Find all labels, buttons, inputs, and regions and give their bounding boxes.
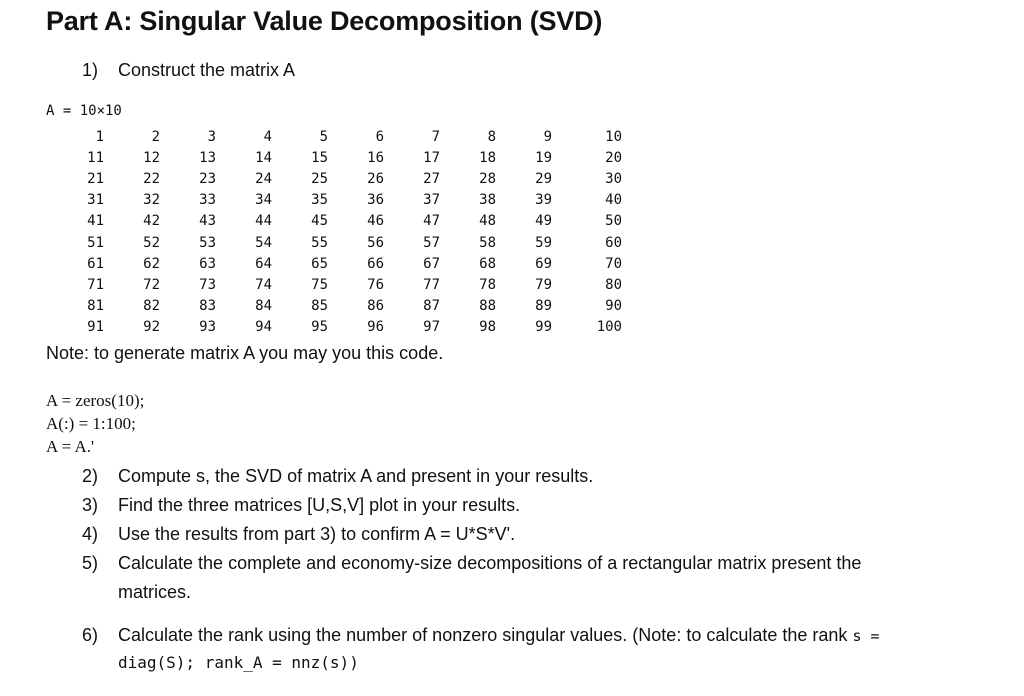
matrix-cell: 47 xyxy=(423,213,440,230)
matrix-cell: 5 xyxy=(319,128,328,145)
step-2-number: 2) xyxy=(82,466,99,486)
matrix-cell: 92 xyxy=(143,319,160,336)
matrix-cell: 12 xyxy=(143,149,160,166)
matrix-row xyxy=(72,126,624,147)
matrix-cell: 27 xyxy=(423,170,440,187)
matrix-row xyxy=(72,317,624,338)
matrix-cell: 49 xyxy=(535,213,552,230)
matrix-cell: 74 xyxy=(255,276,272,293)
matrix-cell: 83 xyxy=(199,298,216,315)
step-6-code-continued: diag(S); rank_A = nnz(s)) xyxy=(118,653,359,672)
matrix-cell: 14 xyxy=(255,149,272,166)
matrix-cell: 6 xyxy=(375,128,384,145)
matrix-cell: 63 xyxy=(199,255,216,272)
step-5-number: 5) xyxy=(82,553,99,573)
matrix-cell: 96 xyxy=(367,319,384,336)
matrix-cell: 76 xyxy=(367,276,384,293)
matrix-cell: 60 xyxy=(605,234,622,251)
matrix-cell: 52 xyxy=(143,234,160,251)
matrix-row xyxy=(72,168,624,189)
matrix-cell: 33 xyxy=(199,192,216,209)
step-5-text: Calculate the complete and economy-size decompositions of a rectangular matrix present the xyxy=(118,553,862,573)
matrix-cell: 56 xyxy=(367,234,384,251)
matrix-cell: 18 xyxy=(479,149,496,166)
matrix-cell: 40 xyxy=(605,192,622,209)
matrix-cell: 9 xyxy=(543,128,552,145)
matrix-cell: 25 xyxy=(311,170,328,187)
matrix-cell: 23 xyxy=(199,170,216,187)
matrix-cell: 57 xyxy=(423,234,440,251)
matrix-cell: 98 xyxy=(479,319,496,336)
matrix-cell: 100 xyxy=(596,319,622,336)
code-line-1: A = zeros(10); xyxy=(46,391,145,410)
matrix-cell: 80 xyxy=(605,276,622,293)
matrix-cell: 61 xyxy=(87,255,104,272)
matrix-cell: 77 xyxy=(423,276,440,293)
matrix-cell: 43 xyxy=(199,213,216,230)
matrix-row xyxy=(72,232,624,253)
step-3-number: 3) xyxy=(82,495,99,515)
matrix-cell: 35 xyxy=(311,192,328,209)
matrix-cell: 36 xyxy=(367,192,384,209)
matrix-cell: 22 xyxy=(143,170,160,187)
matrix-cell: 68 xyxy=(479,255,496,272)
matrix-cell: 86 xyxy=(367,298,384,315)
step-1-text: Construct the matrix A xyxy=(118,60,296,80)
matrix-cell: 48 xyxy=(479,213,496,230)
matrix-cell: 85 xyxy=(311,298,328,315)
matrix-cell: 71 xyxy=(87,276,104,293)
matrix-cell: 15 xyxy=(311,149,328,166)
matrix-row xyxy=(72,296,624,317)
matrix-cell: 81 xyxy=(87,298,104,315)
matrix-cell: 42 xyxy=(143,213,160,230)
step-5-continued: matrices. xyxy=(118,582,192,602)
matrix-cell: 58 xyxy=(479,234,496,251)
matrix-cell: 31 xyxy=(87,192,104,209)
matrix-cell: 70 xyxy=(605,255,622,272)
matrix-row xyxy=(72,253,624,274)
matrix-cell: 44 xyxy=(255,213,272,230)
matrix-cell: 78 xyxy=(479,276,496,293)
matrix-cell: 30 xyxy=(605,170,622,187)
step-6-number: 6) xyxy=(82,625,99,645)
matrix-cell: 45 xyxy=(311,213,328,230)
matrix-cell: 53 xyxy=(199,234,216,251)
step-6-code-start: s = xyxy=(852,627,880,645)
matrix-cell: 41 xyxy=(87,213,104,230)
matrix-cell: 99 xyxy=(535,319,552,336)
matrix-cell: 10 xyxy=(605,128,622,145)
step-1-number: 1) xyxy=(82,60,99,80)
matrix-cell: 55 xyxy=(311,234,328,251)
matrix-cell: 72 xyxy=(143,276,160,293)
matrix-row xyxy=(72,190,624,211)
matrix-cell: 66 xyxy=(367,255,384,272)
matrix-cell: 4 xyxy=(263,128,272,145)
matrix-cell: 3 xyxy=(207,128,216,145)
matrix-cell: 89 xyxy=(535,298,552,315)
matrix-cell: 51 xyxy=(87,234,104,251)
matrix-cell: 16 xyxy=(367,149,384,166)
matrix-cell: 54 xyxy=(255,234,272,251)
matrix-cell: 82 xyxy=(143,298,160,315)
matrix-cell: 20 xyxy=(605,149,622,166)
step-4-number: 4) xyxy=(82,524,99,544)
matrix-row xyxy=(72,147,624,168)
matrix-cell: 28 xyxy=(479,170,496,187)
matrix-cell: 39 xyxy=(535,192,552,209)
matrix-cell: 93 xyxy=(199,319,216,336)
code-line-2: A(:) = 1:100; xyxy=(46,414,136,433)
matrix-cell: 13 xyxy=(199,149,216,166)
matrix-cell: 50 xyxy=(605,213,622,230)
matrix-cell: 32 xyxy=(143,192,160,209)
matrix-cell: 11 xyxy=(87,149,104,166)
matrix-cell: 69 xyxy=(535,255,552,272)
matrix-cell: 37 xyxy=(423,192,440,209)
matrix-cell: 59 xyxy=(535,234,552,251)
matrix-cell: 17 xyxy=(423,149,440,166)
matrix-cell: 75 xyxy=(311,276,328,293)
matrix-cell: 34 xyxy=(255,192,272,209)
step-6-text xyxy=(118,621,880,651)
matrix-cell: 73 xyxy=(199,276,216,293)
matrix-row xyxy=(72,211,624,232)
matrix-cell: 94 xyxy=(255,319,272,336)
matrix-cell: 24 xyxy=(255,170,272,187)
matrix-cell: 65 xyxy=(311,255,328,272)
code-note: Note: to generate matrix A you may you this code. xyxy=(46,343,444,363)
step-2-text: Compute s, the SVD of matrix A and present in your results. xyxy=(118,466,594,486)
matrix-a-table xyxy=(72,126,624,338)
matrix-cell: 91 xyxy=(87,319,104,336)
matrix-cell: 8 xyxy=(487,128,496,145)
matrix-cell: 46 xyxy=(367,213,384,230)
page-title: Part A: Singular Value Decomposition (SVD) xyxy=(46,6,603,36)
matrix-header: A = 10×10 xyxy=(46,103,122,119)
matrix-cell: 21 xyxy=(87,170,104,187)
matrix-cell: 38 xyxy=(479,192,496,209)
matrix-cell: 79 xyxy=(535,276,552,293)
matrix-cell: 87 xyxy=(423,298,440,315)
matrix-cell: 88 xyxy=(479,298,496,315)
matrix-cell: 7 xyxy=(431,128,440,145)
matrix-cell: 26 xyxy=(367,170,384,187)
step-3-text: Find the three matrices [U,S,V] plot in your results. xyxy=(118,495,521,515)
matrix-cell: 84 xyxy=(255,298,272,315)
matrix-cell: 62 xyxy=(143,255,160,272)
matrix-cell: 67 xyxy=(423,255,440,272)
code-line-3: A = A.' xyxy=(46,437,95,456)
matrix-cell: 95 xyxy=(311,319,328,336)
matrix-cell: 2 xyxy=(151,128,160,145)
matrix-row xyxy=(72,274,624,295)
step-6-sentence: Calculate the rank using the number of nonzero singular values. (Note: to calculate the rank xyxy=(118,625,848,645)
matrix-cell: 1 xyxy=(95,128,104,145)
matrix-cell: 90 xyxy=(605,298,622,315)
matrix-cell: 64 xyxy=(255,255,272,272)
matrix-cell: 19 xyxy=(535,149,552,166)
matrix-cell: 29 xyxy=(535,170,552,187)
step-4-text: Use the results from part 3) to confirm A = U*S*V'. xyxy=(118,524,516,544)
matrix-cell: 97 xyxy=(423,319,440,336)
